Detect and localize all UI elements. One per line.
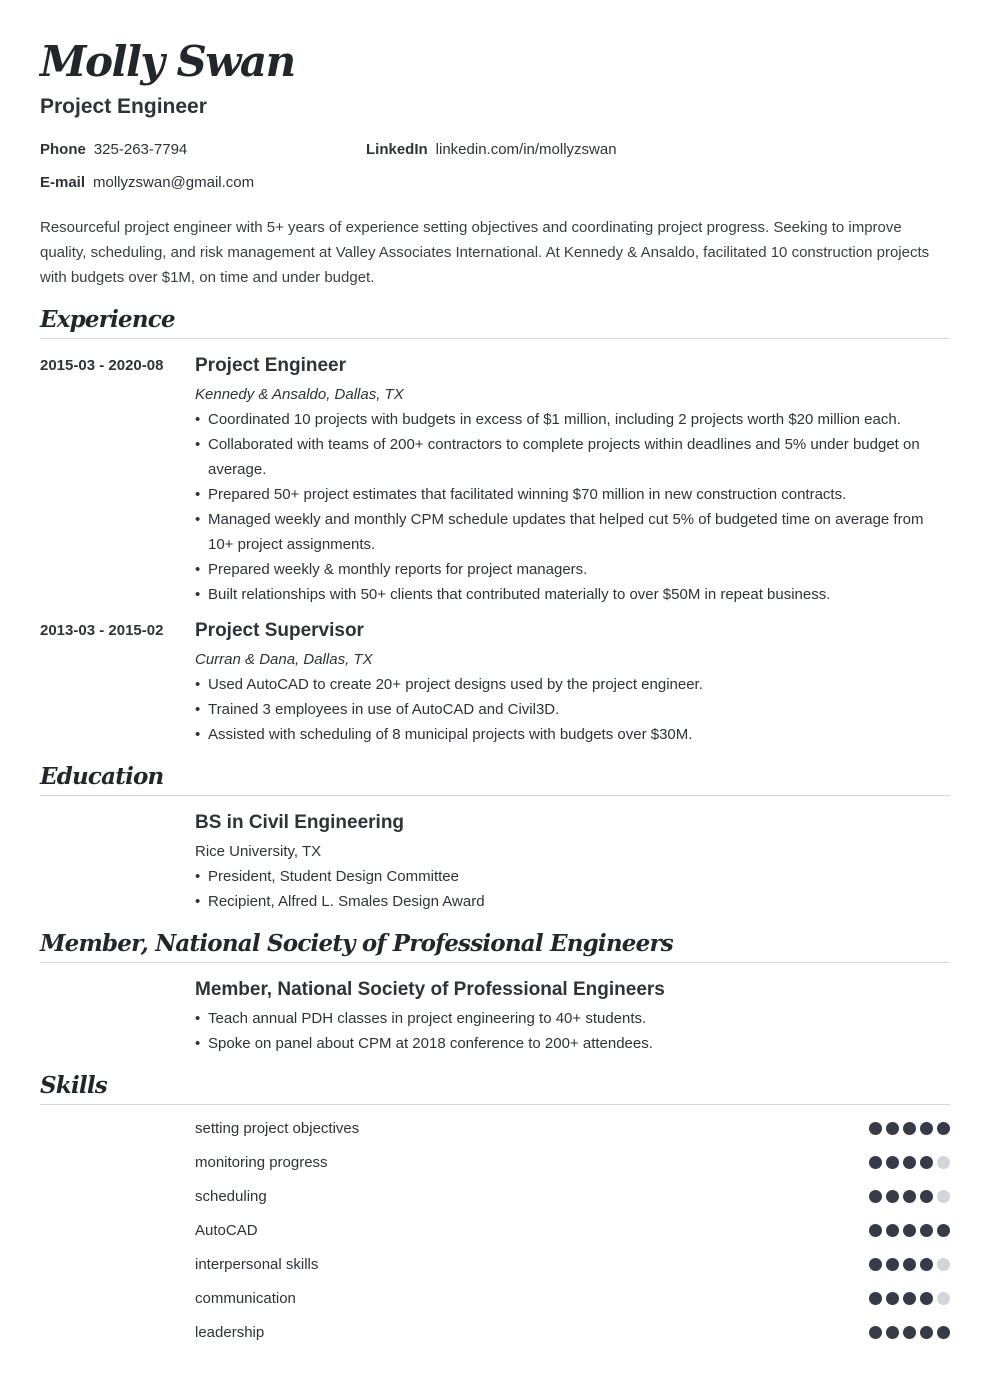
skill-rating [869, 1190, 950, 1203]
rating-dot-filled [920, 1122, 933, 1135]
candidate-title: Project Engineer [40, 95, 207, 118]
rating-dot-filled [869, 1292, 882, 1305]
list-item: • Teach annual PDH classes in project engineering to 40+ students. [195, 1006, 935, 1031]
education-bullets [195, 864, 935, 914]
list-item: • Used AutoCAD to create 20+ project designs used by the project engineer. [195, 672, 935, 697]
rating-dot-filled [869, 1156, 882, 1169]
skill-rating [869, 1122, 950, 1135]
list-item: • Trained 3 employees in use of AutoCAD and Civil3D. [195, 697, 935, 722]
skill-row [195, 1118, 950, 1140]
school-name: Rice University, TX [195, 843, 322, 860]
rating-dot-filled [903, 1224, 916, 1237]
linkedin-label: LinkedIn [366, 141, 428, 158]
contact-email [40, 173, 254, 193]
rating-dot-filled [886, 1292, 899, 1305]
rating-dot-filled [886, 1224, 899, 1237]
skill-row [195, 1220, 950, 1242]
rating-dot-filled [920, 1190, 933, 1203]
rating-dot-filled [886, 1156, 899, 1169]
rating-dot-filled [920, 1258, 933, 1271]
section-heading-membership [40, 929, 950, 963]
degree-title: BS in Civil Engineering [195, 812, 405, 833]
rating-dot-filled [886, 1190, 899, 1203]
rating-dot-filled [920, 1292, 933, 1305]
rating-dot-filled [886, 1258, 899, 1271]
rating-dot-filled [937, 1224, 950, 1237]
section-title-membership: Member, National Society of Professional Engineers [40, 930, 673, 957]
rating-dot-filled [920, 1156, 933, 1169]
skill-row [195, 1288, 950, 1310]
list-item: • Recipient, Alfred L. Smales Design Award [195, 889, 935, 914]
list-item: • Prepared 50+ project estimates that facilitated winning $70 million in new construction contracts. [195, 482, 935, 507]
job-company: Curran & Dana, Dallas, TX [195, 651, 373, 668]
summary-paragraph: Resourceful project engineer with 5+ years of experience setting objectives and coordinating project progress. Seeking to improve quality, scheduling, and risk management at Valley Associates International. At Kennedy & Ansaldo, facilitated 10 construction projects with budgets over $1M, on time and under budget. [40, 219, 930, 286]
membership-bullets [195, 1006, 935, 1056]
candidate-name: Molly Swan [40, 37, 295, 86]
skill-row [195, 1186, 950, 1208]
membership-title: Member, National Society of Professional Engineers [195, 979, 665, 1000]
list-item: • Built relationships with 50+ clients that contributed materially to over $50M in repeat business. [195, 582, 935, 607]
rating-dot-filled [886, 1122, 899, 1135]
rating-dot-filled [937, 1122, 950, 1135]
rating-dot-filled [903, 1292, 916, 1305]
section-title-skills: Skills [40, 1072, 107, 1099]
list-item: • President, Student Design Committee [195, 864, 935, 889]
rating-dot-filled [903, 1122, 916, 1135]
rating-dot-empty [937, 1156, 950, 1169]
rating-dot-filled [869, 1122, 882, 1135]
linkedin-link[interactable]: linkedin.com/in/mollyzswan [435, 141, 617, 158]
contact-linkedin [366, 140, 617, 160]
rating-dot-filled [869, 1326, 882, 1339]
rating-dot-filled [869, 1190, 882, 1203]
rating-dot-filled [920, 1326, 933, 1339]
skill-rating [869, 1156, 950, 1169]
email-link[interactable]: mollyzswan@gmail.com [93, 174, 255, 191]
rating-dot-empty [937, 1258, 950, 1271]
skill-rating [869, 1224, 950, 1237]
email-label: E-mail [40, 174, 86, 191]
skill-rating [869, 1326, 950, 1339]
phone-label: Phone [40, 141, 86, 158]
list-item: • Collaborated with teams of 200+ contractors to complete projects within deadlines and 5% under budget on average. [195, 432, 935, 482]
skill-row [195, 1254, 950, 1276]
section-title-education: Education [40, 763, 164, 790]
phone-value: 325-263-7794 [93, 141, 188, 158]
job-bullets [195, 672, 935, 747]
skill-row [195, 1152, 950, 1174]
rating-dot-filled [886, 1326, 899, 1339]
job-bullets [195, 407, 935, 607]
rating-dot-filled [937, 1326, 950, 1339]
contact-phone [40, 140, 187, 160]
section-heading-experience [40, 305, 950, 339]
skill-row [195, 1322, 950, 1344]
rating-dot-filled [903, 1258, 916, 1271]
job-title: Project Engineer [195, 355, 346, 376]
section-heading-education [40, 762, 950, 796]
job-dates: 2015-03 - 2020-08 [40, 357, 164, 374]
job-dates: 2013-03 - 2015-02 [40, 622, 164, 639]
section-title-experience: Experience [40, 306, 175, 333]
job-title: Project Supervisor [195, 620, 364, 641]
skill-name: leadership [195, 1324, 265, 1341]
rating-dot-filled [903, 1326, 916, 1339]
rating-dot-filled [903, 1156, 916, 1169]
skill-name: setting project objectives [195, 1120, 360, 1137]
skill-name: scheduling [195, 1188, 267, 1205]
rating-dot-filled [869, 1224, 882, 1237]
skill-name: interpersonal skills [195, 1256, 319, 1273]
rating-dot-filled [869, 1258, 882, 1271]
list-item: • Assisted with scheduling of 8 municipal projects with budgets over $30M. [195, 722, 935, 747]
list-item: • Coordinated 10 projects with budgets in excess of $1 million, including 2 projects worth $20 million each. [195, 407, 935, 432]
list-item: • Prepared weekly & monthly reports for project managers. [195, 557, 935, 582]
rating-dot-empty [937, 1190, 950, 1203]
skill-rating [869, 1292, 950, 1305]
list-item: • Managed weekly and monthly CPM schedule updates that helped cut 5% of budgeted time on average from 10+ project assignments. [195, 507, 935, 557]
rating-dot-filled [903, 1190, 916, 1203]
skill-rating [869, 1258, 950, 1271]
skill-name: communication [195, 1290, 296, 1307]
rating-dot-empty [937, 1292, 950, 1305]
skill-name: monitoring progress [195, 1154, 328, 1171]
rating-dot-filled [920, 1224, 933, 1237]
job-company: Kennedy & Ansaldo, Dallas, TX [195, 386, 404, 403]
skill-name: AutoCAD [195, 1222, 258, 1239]
list-item: • Spoke on panel about CPM at 2018 conference to 200+ attendees. [195, 1031, 935, 1056]
section-heading-skills [40, 1071, 950, 1105]
